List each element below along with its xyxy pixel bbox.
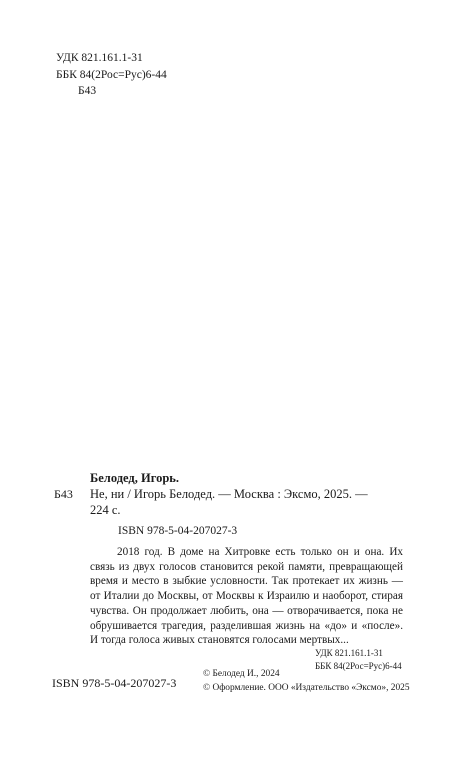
record-author: Белодед, Игорь.	[90, 471, 180, 485]
annotation-text: 2018 год. В доме на Хитровке есть только он и она. Их связь из двух голосов становится рекой памяти, превращающей время и место в зыбкие условности. Так протекает их жизнь — от Италии до Москвы, от Москвы к Израилю и наоборот, стирая чувства. Он продолжает любить, она — отворачивается, пока не обрушивается трагедия, разделившая жизнь на «до» и «после». И тогда голоса живых становятся голосами мертвых...	[90, 546, 403, 647]
copyright-block	[203, 668, 410, 695]
record-isbn: ISBN 978-5-04-207027-3	[118, 525, 238, 537]
classification-codes	[56, 50, 167, 100]
record-pages: 224 с.	[90, 503, 121, 517]
record-bbk: ББК 84(2Рос=Рус)6-44	[315, 660, 402, 671]
bbk-code: ББК 84(2Рос=Рус)6-44	[56, 68, 167, 81]
record-title-line: Не, ни / Игорь Белодед. — Москва : Эксмо, 2025. —	[90, 487, 368, 501]
record-udk: УДК 821.161.1-31	[315, 648, 383, 658]
copyright-author: © Белодед И., 2024	[203, 669, 280, 679]
footer-isbn: ISBN 978-5-04-207027-3	[52, 676, 177, 690]
record-author-mark: Б43	[54, 487, 73, 501]
copyright-design: © Оформление. ООО «Издательство «Эксмо», 2025	[203, 682, 410, 693]
author-mark: Б43	[78, 85, 97, 97]
udk-code: УДК 821.161.1-31	[56, 52, 143, 64]
